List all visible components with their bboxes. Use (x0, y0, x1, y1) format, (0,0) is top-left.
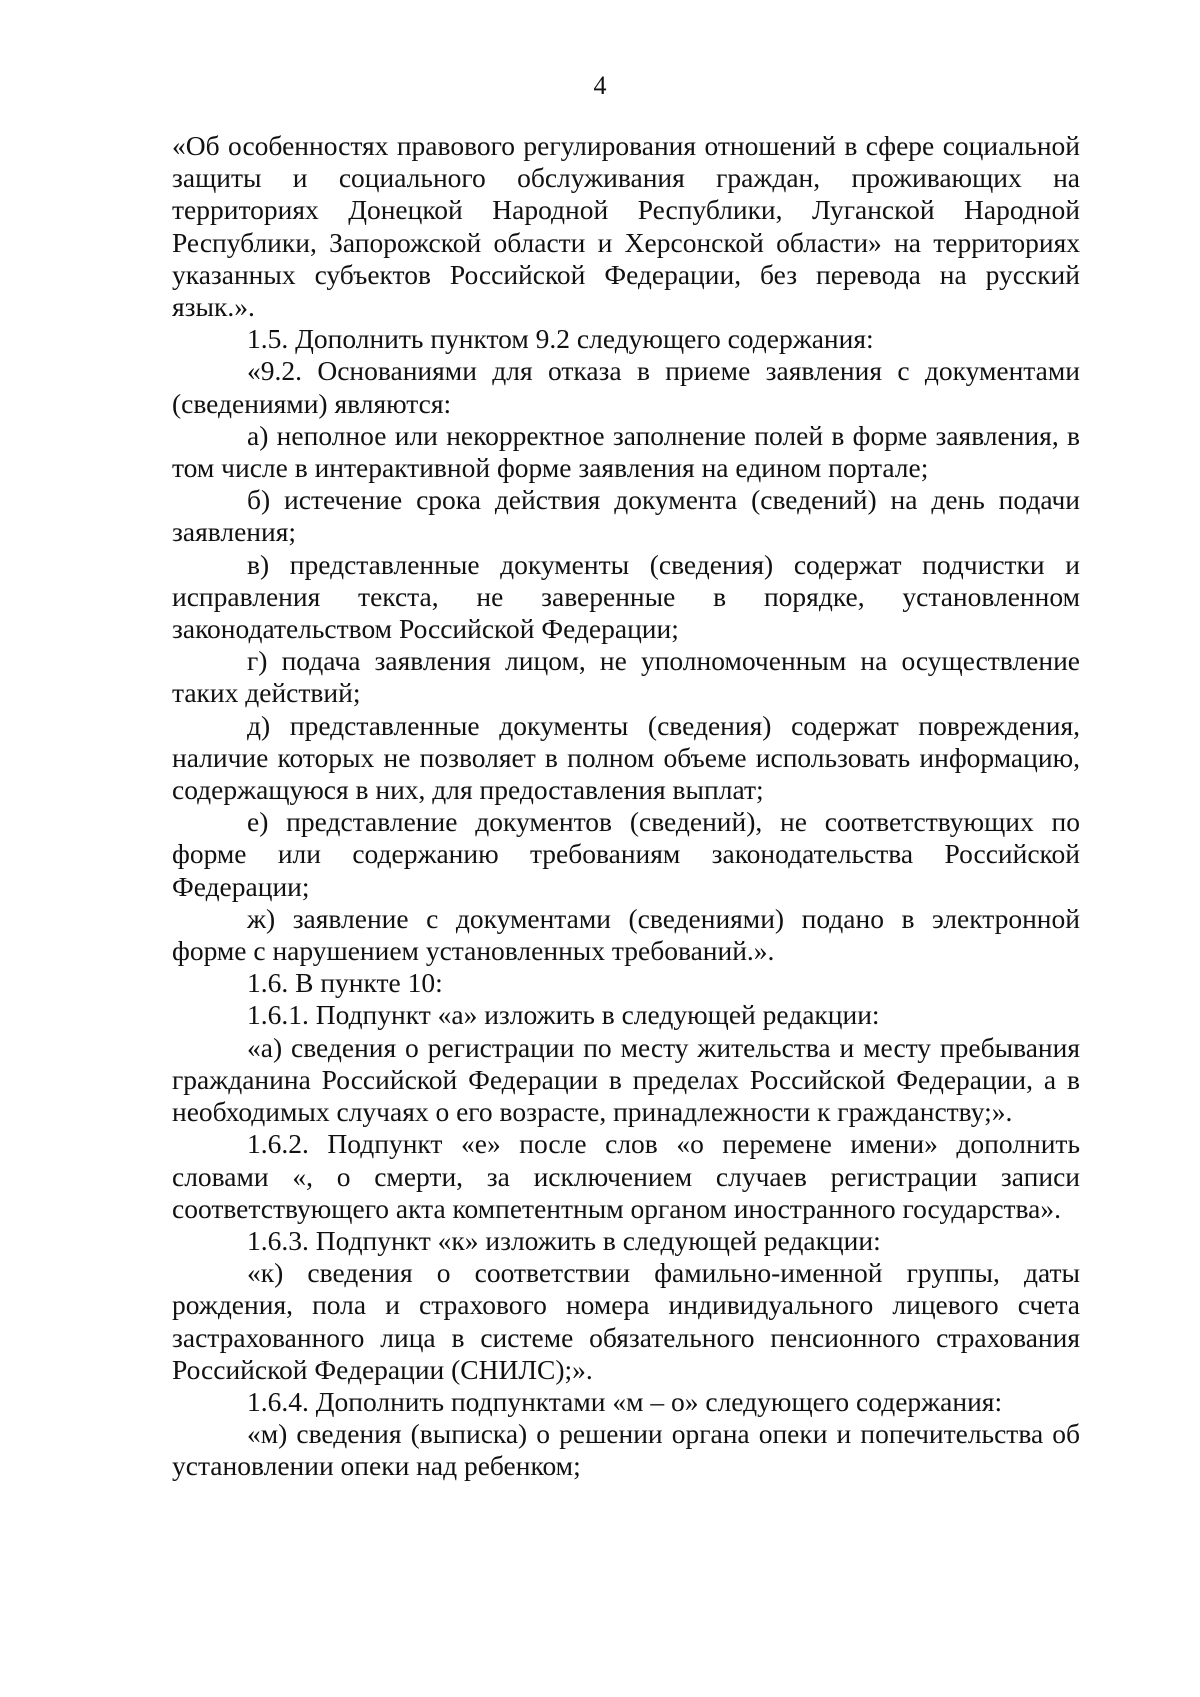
paragraph: е) представление документов (сведений), не соответствующих по форме или содержанию требованиям законодательства Российской Федерации; (172, 806, 1080, 902)
paragraph: «к) сведения о соответствии фамильно-именной группы, даты рождения, пола и страхового номера индивидуального лицевого счета застрахованного лица в системе обязательного пенсионного страхования Российской Федерации (СНИЛС);». (172, 1257, 1080, 1385)
paragraph: «а) сведения о регистрации по месту жительства и месту пребывания гражданина Российской Федерации в пределах Российской Федерации, а в необходимых случаях о его возрасте, принадлежности к гражданству;». (172, 1031, 1080, 1128)
paragraph: «9.2. Основаниями для отказа в приеме заявления с документами (сведениями) являются: (172, 355, 1080, 419)
page-number: 4 (593, 71, 607, 100)
paragraph: 1.6. В пункте 10: (247, 967, 443, 999)
paragraph: «Об особенностях правового регулирования отношений в сфере социальной защиты и социального обслуживания граждан, проживающих на территориях Донецкой Народной Республики, Луганской Народной Республики, Запорожской области и Херсонской области» на территориях указанных субъектов Российской Федерации, без перевода на русский язык.». (172, 130, 1080, 323)
paragraph: в) представленные документы (сведения) содержат подчистки и исправления текста, не заверенные в порядке, установленном законодательством Российской Федерации; (172, 548, 1080, 645)
paragraph: б) истечение срока действия документа (сведений) на день подачи заявления; (172, 484, 1080, 548)
paragraph: г) подача заявления лицом, не уполномоченным на осуществление таких действий; (172, 645, 1080, 709)
paragraph: ж) заявление с документами (сведениями) подано в электронной форме с нарушением установленных требований.». (172, 902, 1080, 967)
paragraph: 1.6.3. Подпункт «к» изложить в следующей редакции: (247, 1224, 881, 1256)
paragraph: 1.6.2. Подпункт «е» после слов «о перемене имени» дополнить словами «, о смерти, за исключением случаев регистрации записи соответствующего акта компетентным органом иностранного государства». (172, 1128, 1080, 1224)
document-body (172, 130, 1080, 1483)
paragraph: «м) сведения (выписка) о решении органа опеки и попечительства об установлении опеки над ребенком; (172, 1418, 1080, 1482)
paragraph: 1.6.4. Дополнить подпунктами «м – о» следующего содержания: (247, 1385, 1003, 1417)
paragraph: д) представленные документы (сведения) содержат повреждения, наличие которых не позволяет в полном объеме использовать информацию, содержащуюся в них, для предоставления выплат; (172, 709, 1080, 806)
paragraph: 1.6.1. Подпункт «а» изложить в следующей редакции: (247, 999, 880, 1031)
paragraph: 1.5. Дополнить пунктом 9.2 следующего содержания: (247, 323, 874, 355)
paragraph: а) неполное или некорректное заполнение полей в форме заявления, в том числе в интерактивной форме заявления на едином портале; (172, 419, 1080, 484)
